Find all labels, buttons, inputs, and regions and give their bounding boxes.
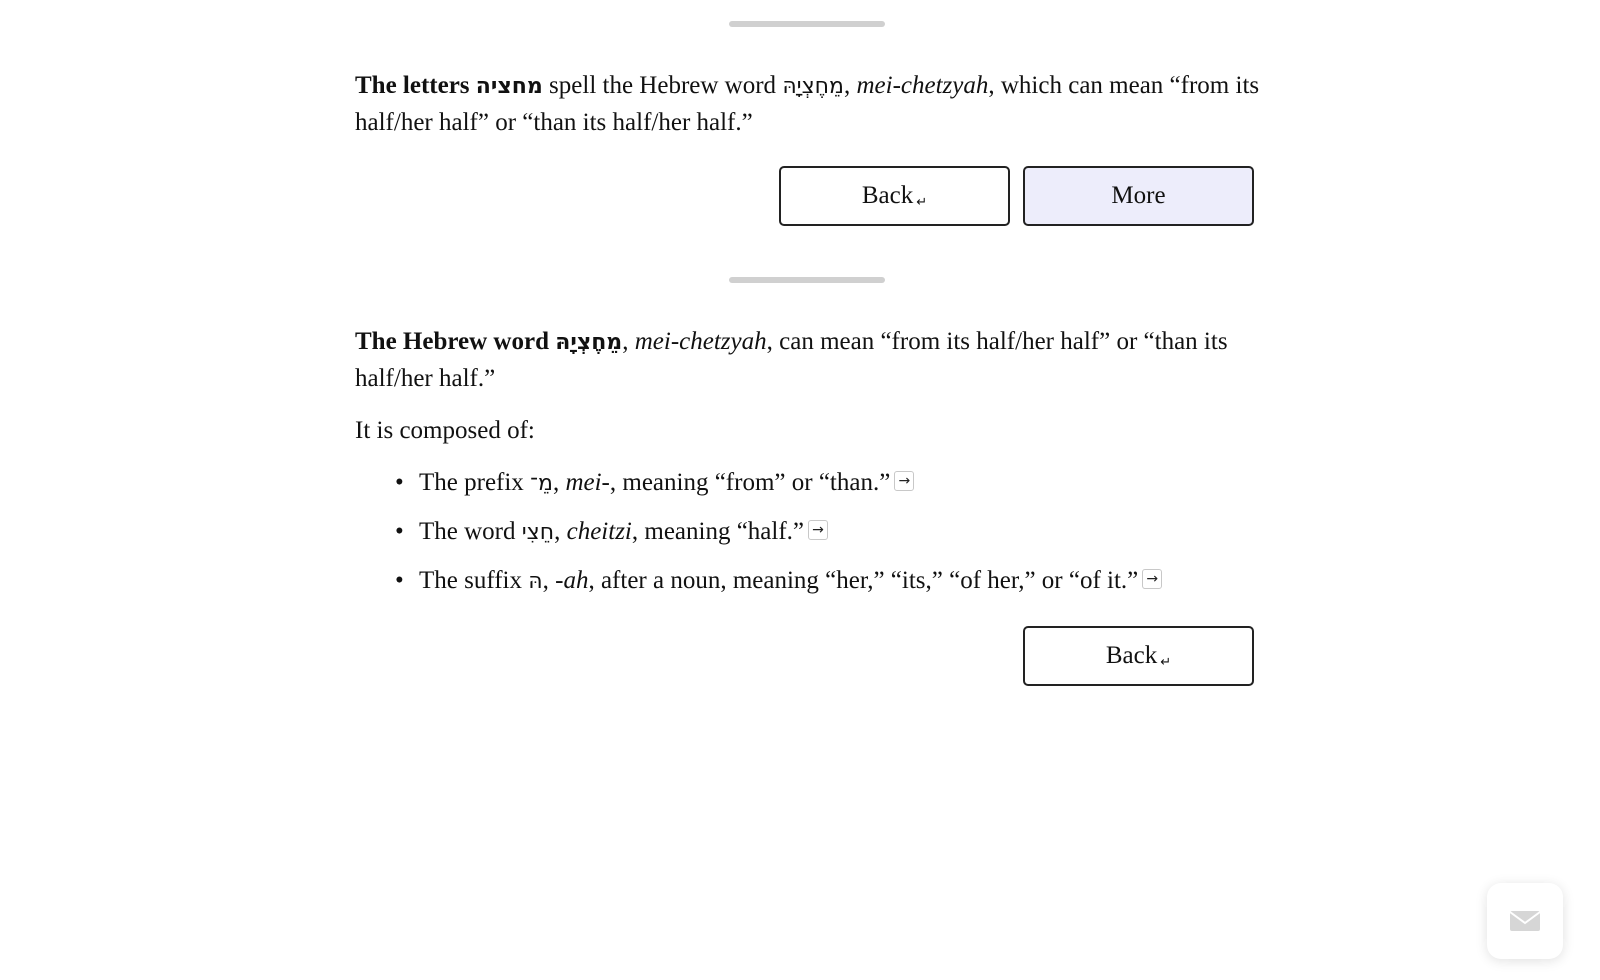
item-hebrew: חֵצִי bbox=[521, 520, 555, 545]
transliteration: mei-chetzyah bbox=[634, 328, 767, 355]
item-hebrew: הּ bbox=[528, 569, 543, 594]
section-divider bbox=[729, 277, 885, 283]
more-button-label: More bbox=[1111, 182, 1166, 209]
mail-button[interactable] bbox=[1487, 883, 1563, 959]
transliteration: mei-chetzyah bbox=[856, 72, 989, 99]
back-button-label: Back bbox=[1105, 642, 1158, 669]
more-button[interactable] bbox=[1023, 166, 1254, 226]
item-meaning: , meaning “from” or “than.” bbox=[609, 469, 891, 496]
hebrew-word: מֵחֶצְיָהּ bbox=[782, 74, 844, 99]
item-transliteration: -ah bbox=[555, 567, 589, 594]
comma: , bbox=[843, 72, 857, 99]
letters-lead-text: The letters bbox=[355, 72, 476, 99]
bullet: • bbox=[395, 518, 404, 545]
arrow-right-icon[interactable]: → bbox=[808, 520, 828, 540]
item-prefix: The prefix bbox=[419, 469, 531, 496]
item-meaning: , meaning “half.” bbox=[631, 518, 805, 545]
item-prefix: The word bbox=[419, 518, 522, 545]
word-hebrew: מֵחֶצְיָהּ bbox=[555, 330, 623, 355]
item-transliteration: mei- bbox=[565, 469, 610, 496]
comma: , bbox=[552, 469, 566, 496]
letters-explanation bbox=[355, 68, 1265, 141]
section-divider bbox=[729, 21, 885, 27]
comma: , bbox=[542, 567, 556, 594]
comma: , bbox=[622, 328, 635, 355]
mail-icon bbox=[1509, 910, 1541, 932]
item-hebrew: מֵ־ bbox=[530, 471, 553, 496]
word-text-b: , can mean “from its half/her half” or “than its half/her half.” bbox=[355, 328, 1228, 392]
arrow-right-icon[interactable]: → bbox=[894, 471, 914, 491]
word-lead bbox=[355, 328, 622, 355]
bullet: • bbox=[395, 469, 404, 496]
list-item bbox=[395, 514, 1162, 563]
list-item bbox=[395, 465, 1162, 514]
composed-of-label bbox=[355, 413, 1265, 449]
component-list bbox=[395, 465, 1162, 612]
back-button[interactable] bbox=[1023, 626, 1254, 686]
letters-lead bbox=[355, 72, 543, 99]
return-icon: ↵ bbox=[1160, 654, 1172, 670]
composed-text: It is composed of: bbox=[355, 417, 535, 444]
letters-text-b: , which can mean “from its half/her half” or “than its half/her half.” bbox=[355, 72, 1260, 136]
letters-text-a: spell the Hebrew word bbox=[542, 72, 783, 99]
comma: , bbox=[554, 518, 567, 545]
back-button-label: Back bbox=[861, 182, 914, 209]
back-button[interactable] bbox=[779, 166, 1010, 226]
arrow-right-icon[interactable]: → bbox=[1142, 569, 1162, 589]
list-item bbox=[395, 563, 1162, 612]
bullet: • bbox=[395, 567, 404, 594]
item-prefix: The suffix bbox=[419, 567, 529, 594]
word-lead-text: The Hebrew word bbox=[355, 328, 556, 355]
item-meaning: , after a noun, meaning “her,” “its,” “of her,” or “of it.” bbox=[588, 567, 1139, 594]
return-icon: ↵ bbox=[916, 194, 928, 210]
word-explanation bbox=[355, 324, 1265, 397]
item-transliteration: cheitzi bbox=[566, 518, 632, 545]
letters-hebrew: מחציה bbox=[475, 74, 543, 99]
